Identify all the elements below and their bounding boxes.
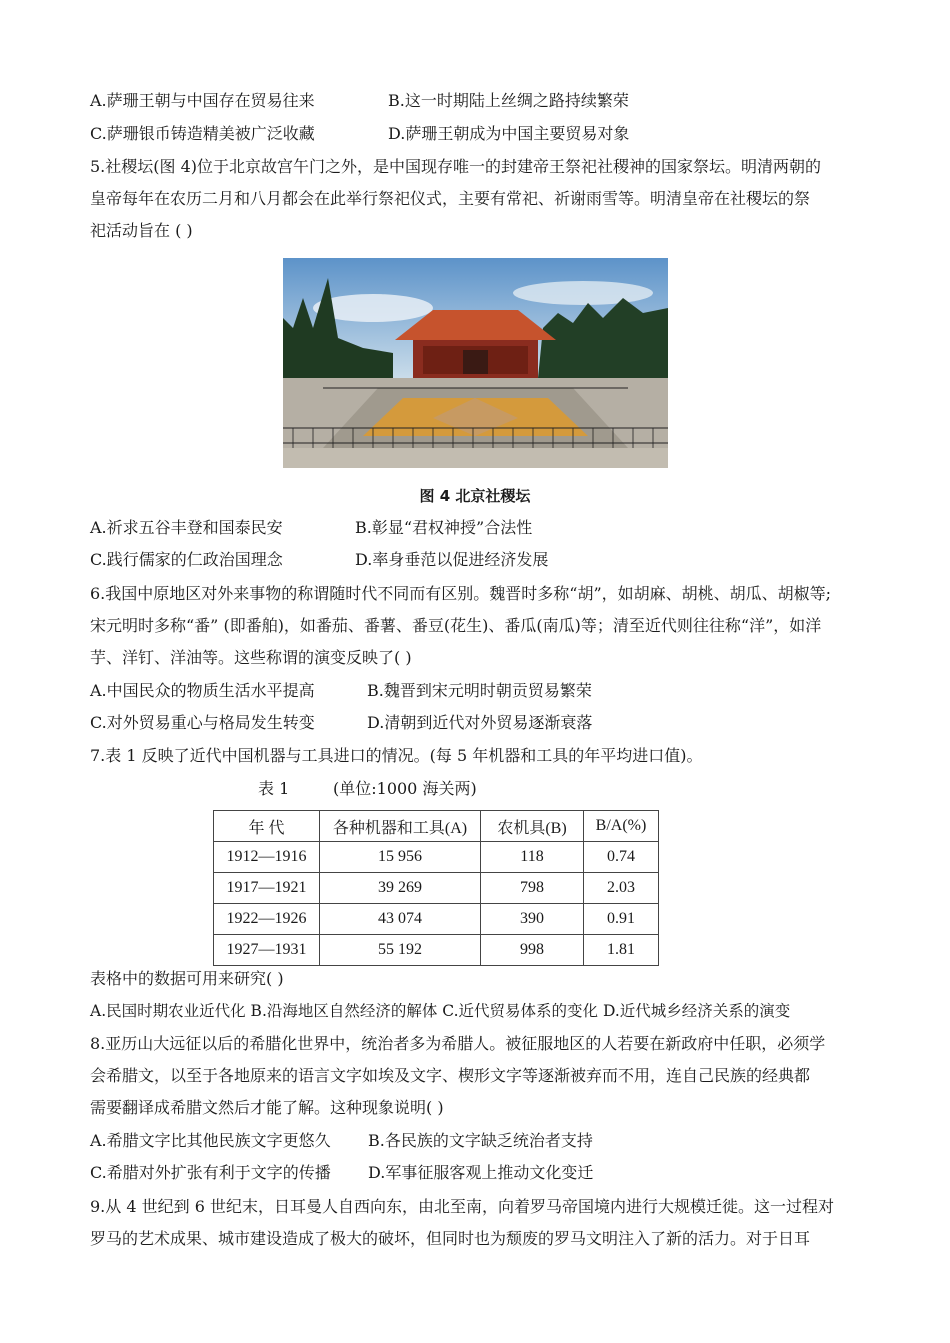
table-cell: 15 956 (320, 842, 481, 873)
q8-option-d: D.军事征服客观上推动文化变迁 (368, 1163, 594, 1182)
table-cell: 390 (481, 904, 584, 935)
figure-caption: 图 4 北京社稷坛 (419, 487, 531, 505)
table-row (214, 873, 659, 904)
header-cell: 农机具(B) (481, 811, 584, 842)
q8-option-b: B.各民族的文字缺乏统治者支持 (368, 1131, 593, 1150)
q6-stem-line2: 宋元明时多称“番” (即番舶)，如番茄、番薯、番豆(花生)、番瓜(南瓜)等；清至近代则往往称“洋”，如洋 (90, 616, 822, 635)
import-table (213, 810, 659, 966)
q5-option-c: C.践行儒家的仁政治国理念 (90, 550, 283, 569)
header-cell: B/A(%) (584, 811, 659, 842)
table-cell: 0.74 (584, 842, 659, 873)
table-unit: (单位:1000 海关两) (333, 779, 477, 798)
q4-option-a: A.萨珊王朝与中国存在贸易往来 (90, 91, 315, 110)
q5-stem-line2: 皇帝每年在农历二月和八月都会在此举行祭祀仪式，主要有常祀、祈谢雨雪等。明清皇帝在社稷坛的祭 (90, 189, 811, 208)
q5-stem-line3: 祀活动旨在 ( ) (90, 221, 193, 240)
q4-option-d: D.萨珊王朝成为中国主要贸易对象 (388, 124, 630, 143)
q7-stem: 7.表 1 反映了近代中国机器与工具进口的情况。(每 5 年机器和工具的年平均进口值)。 (90, 746, 703, 765)
table-cell: 1927—1931 (214, 935, 320, 966)
table-row (214, 935, 659, 966)
q8-option-a: A.希腊文字比其他民族文字更悠久 (90, 1131, 331, 1150)
header-cell: 年 代 (214, 811, 320, 842)
table-row (214, 904, 659, 935)
q4-option-c: C.萨珊银币铸造精美被广泛收藏 (90, 124, 315, 143)
table-cell: 798 (481, 873, 584, 904)
q5-option-b: B.彰显“君权神授”合法性 (355, 518, 533, 537)
q5-stem-line1: 5.社稷坛(图 4)位于北京故宫午门之外，是中国现存唯一的封建帝王祭祀社稷神的国家祭坛。明清两朝的 (90, 157, 822, 176)
q8-option-c: C.希腊对外扩张有利于文字的传播 (90, 1163, 331, 1182)
table-cell: 1922—1926 (214, 904, 320, 935)
q5-option-d: D.率身垂范以促进经济发展 (355, 550, 549, 569)
table-cell: 2.03 (584, 873, 659, 904)
table-cell: 0.91 (584, 904, 659, 935)
q4-option-b: B.这一时期陆上丝绸之路持续繁荣 (388, 91, 629, 110)
table-row (214, 842, 659, 873)
q9-stem-line2: 罗马的艺术成果、城市建设造成了极大的破坏，但同时也为颓废的罗马文明注入了新的活力。对于日耳 (90, 1229, 811, 1248)
q5-option-a: A.祈求五谷丰登和国泰民安 (90, 518, 283, 537)
table-label: 表 1 (258, 779, 290, 798)
q6-option-c: C.对外贸易重心与格局发生转变 (90, 713, 315, 732)
table-cell: 55 192 (320, 935, 481, 966)
table-cell: 998 (481, 935, 584, 966)
table-header-row (214, 811, 659, 842)
table-cell: 1917—1921 (214, 873, 320, 904)
q9-stem-line1: 9.从 4 世纪到 6 世纪末，日耳曼人自西向东，由北至南，向着罗马帝国境内进行大规模迁徙。这一过程对 (90, 1197, 834, 1216)
q8-stem-line1: 8.亚历山大远征以后的希腊化世界中，统治者多为希腊人。被征服地区的人若要在新政府中任职，必须学 (90, 1034, 826, 1053)
q6-option-d: D.清朝到近代对外贸易逐渐衰落 (367, 713, 593, 732)
q6-stem-line3: 芋、洋钉、洋油等。这些称谓的演变反映了( ) (90, 648, 412, 667)
header-cell: 各种机器和工具(A) (320, 811, 481, 842)
q7-options: A.民国时期农业近代化 B.沿海地区自然经济的解体 C.近代贸易体系的变化 D.近代城乡经济关系的演变 (90, 1002, 791, 1020)
q8-stem-line2: 会希腊文，以至于各地原来的语言文字如埃及文字、楔形文字等逐渐被弃而不用，连自己民族的经典都 (90, 1066, 811, 1085)
shejitan-illustration (283, 258, 668, 468)
table-cell: 1912—1916 (214, 842, 320, 873)
q8-stem-line3: 需要翻译成希腊文然后才能了解。这种现象说明( ) (90, 1098, 444, 1117)
q7-question: 表格中的数据可用来研究( ) (90, 969, 284, 988)
table-cell: 43 074 (320, 904, 481, 935)
q6-stem-line1: 6.我国中原地区对外来事物的称谓随时代不同而有区别。魏晋时多称“胡”，如胡麻、胡桃、胡瓜、胡椒等; (90, 584, 832, 603)
q6-option-a: A.中国民众的物质生活水平提高 (90, 681, 315, 700)
q6-option-b: B.魏晋到宋元明时朝贡贸易繁荣 (367, 681, 592, 700)
altar-photo (283, 258, 668, 468)
table-cell: 118 (481, 842, 584, 873)
table-cell: 1.81 (584, 935, 659, 966)
table-cell: 39 269 (320, 873, 481, 904)
